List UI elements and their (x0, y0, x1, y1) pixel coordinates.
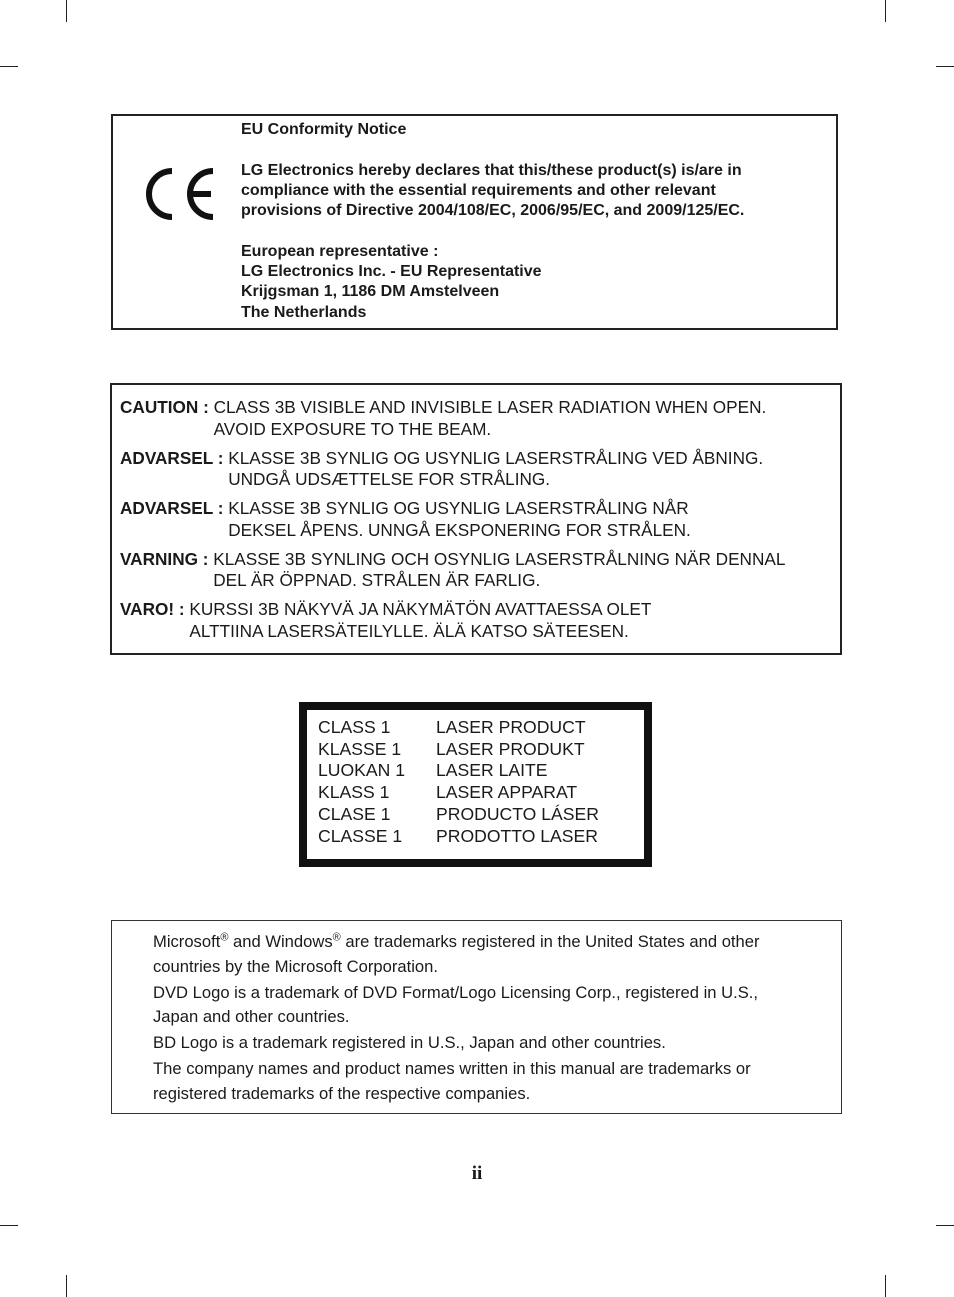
warning-text: KURSSI 3B NÄKYVÄ JA NÄKYMÄTÖN AVATTAESSA OLET (189, 599, 652, 620)
crop-mark (66, 1275, 67, 1297)
crop-mark (936, 1225, 954, 1226)
trademark-text: registered trademarks of the respective companies. (153, 1083, 531, 1103)
class-cell: LUOKAN 1 (318, 760, 406, 781)
registered-mark: ® (220, 931, 229, 944)
dvd-trademark (153, 981, 839, 1030)
page-number: ii (471, 1163, 483, 1184)
trademarks-box (111, 920, 842, 1114)
eu-notice-text (241, 120, 831, 323)
eu-notice-title: EU Conformity Notice (241, 121, 407, 138)
product-cell: LASER PRODUKT (436, 738, 585, 759)
trademark-text: BD Logo is a trademark registered in U.S., Japan and other countries. (153, 1033, 666, 1053)
registered-mark: ® (332, 931, 341, 944)
crop-mark (0, 66, 18, 67)
product-cell: PRODOTTO LASER (436, 825, 598, 846)
table-row (318, 760, 599, 782)
product-cell: LASER APPARAT (436, 782, 578, 803)
trademark-text: Japan and other countries. (153, 1007, 350, 1027)
norwegian-warning (120, 498, 835, 541)
class-cell: KLASSE 1 (318, 738, 402, 759)
windows-text: and Windows (228, 932, 333, 951)
company-trademark (153, 1057, 839, 1106)
warning-text: UNDGÅ UDSÆTTELSE FOR STRÅLING. (228, 469, 551, 490)
product-cell: LASER LAITE (436, 760, 548, 781)
table-row (318, 782, 599, 804)
table-row (318, 804, 599, 826)
trademark-text: DVD Logo is a trademark of DVD Format/Logo Licensing Corp., registered in U.S., (153, 982, 759, 1002)
class-cell: CLASSE 1 (318, 825, 403, 846)
warning-label: CAUTION : (120, 397, 214, 417)
bd-trademark (153, 1031, 839, 1056)
warning-text: AVOID EXPOSURE TO THE BEAM. (213, 418, 492, 439)
warning-text: KLASSE 3B SYNLIG OG USYNLIG LASERSTRÅLING VED ÅBNING. (228, 447, 764, 468)
class-cell: CLASE 1 (318, 803, 391, 824)
danish-warning (120, 448, 835, 491)
product-cell: PRODUCTO LÁSER (436, 803, 599, 824)
representative-line: The Netherlands (241, 303, 367, 321)
table-row (318, 826, 599, 848)
declaration-line: compliance with the essential requirements and other relevant (241, 181, 716, 199)
class-cell: KLASS 1 (318, 782, 390, 803)
table-row (318, 717, 599, 739)
crop-mark (885, 1275, 886, 1297)
caution-warning (120, 397, 835, 440)
warning-label: VARO! : (120, 599, 190, 620)
representative-line: European representative : (241, 242, 439, 260)
warning-text: CLASS 3B VISIBLE AND INVISIBLE LASER RADIATION WHEN OPEN. (213, 397, 767, 417)
warning-text: DEL ÄR ÖPPNAD. STRÅLEN ÄR FARLIG. (213, 570, 541, 591)
representative-line: LG Electronics Inc. - EU Representative (241, 263, 542, 281)
crop-mark (66, 0, 67, 22)
crop-mark (885, 0, 886, 22)
crop-mark (936, 66, 954, 67)
microsoft-text: Microsoft (153, 932, 221, 951)
finnish-warning (120, 599, 835, 642)
swedish-warning (120, 549, 835, 592)
trademark-text: are trademarks registered in the United States and other (340, 932, 760, 951)
trademark-text: countries by the Microsoft Corporation. (153, 956, 438, 976)
laser-class-table (318, 717, 599, 847)
product-cell: LASER PRODUCT (436, 717, 586, 737)
declaration-line: provisions of Directive 2004/108/EC, 2006/95/EC, and 2009/125/EC. (241, 202, 745, 220)
warning-text: ALTTIINA LASERSÄTEILYLLE. ÄLÄ KATSO SÄTEESEN. (189, 620, 629, 641)
trademark-text: The company names and product names written in this manual are trademarks or (153, 1059, 751, 1079)
class-cell: CLASS 1 (318, 717, 391, 737)
crop-mark (0, 1225, 18, 1226)
warning-text: KLASSE 3B SYNLIG OG USYNLIG LASERSTRÅLING NÅR (228, 498, 689, 519)
warning-label: ADVARSEL : (120, 447, 229, 468)
warning-text: DEKSEL ÅPENS. UNNGÅ EKSPONERING FOR STRÅLEN. (228, 519, 691, 540)
warning-label: ADVARSEL : (120, 498, 229, 519)
laser-class-label (299, 702, 652, 867)
declaration-line: LG Electronics hereby declares that this/these product(s) is/are in (241, 161, 742, 179)
laser-caution-box (110, 383, 842, 655)
eu-conformity-notice (111, 114, 838, 330)
representative-line: Krijgsman 1, 1186 DM Amstelveen (241, 283, 500, 301)
warning-label: VARNING : (120, 548, 214, 569)
table-row (318, 739, 599, 761)
warning-text: KLASSE 3B SYNLING OCH OSYNLIG LASERSTRÅLNING NÄR DENNAL (213, 548, 786, 569)
ce-mark-icon (139, 166, 217, 222)
microsoft-trademark (153, 930, 839, 979)
